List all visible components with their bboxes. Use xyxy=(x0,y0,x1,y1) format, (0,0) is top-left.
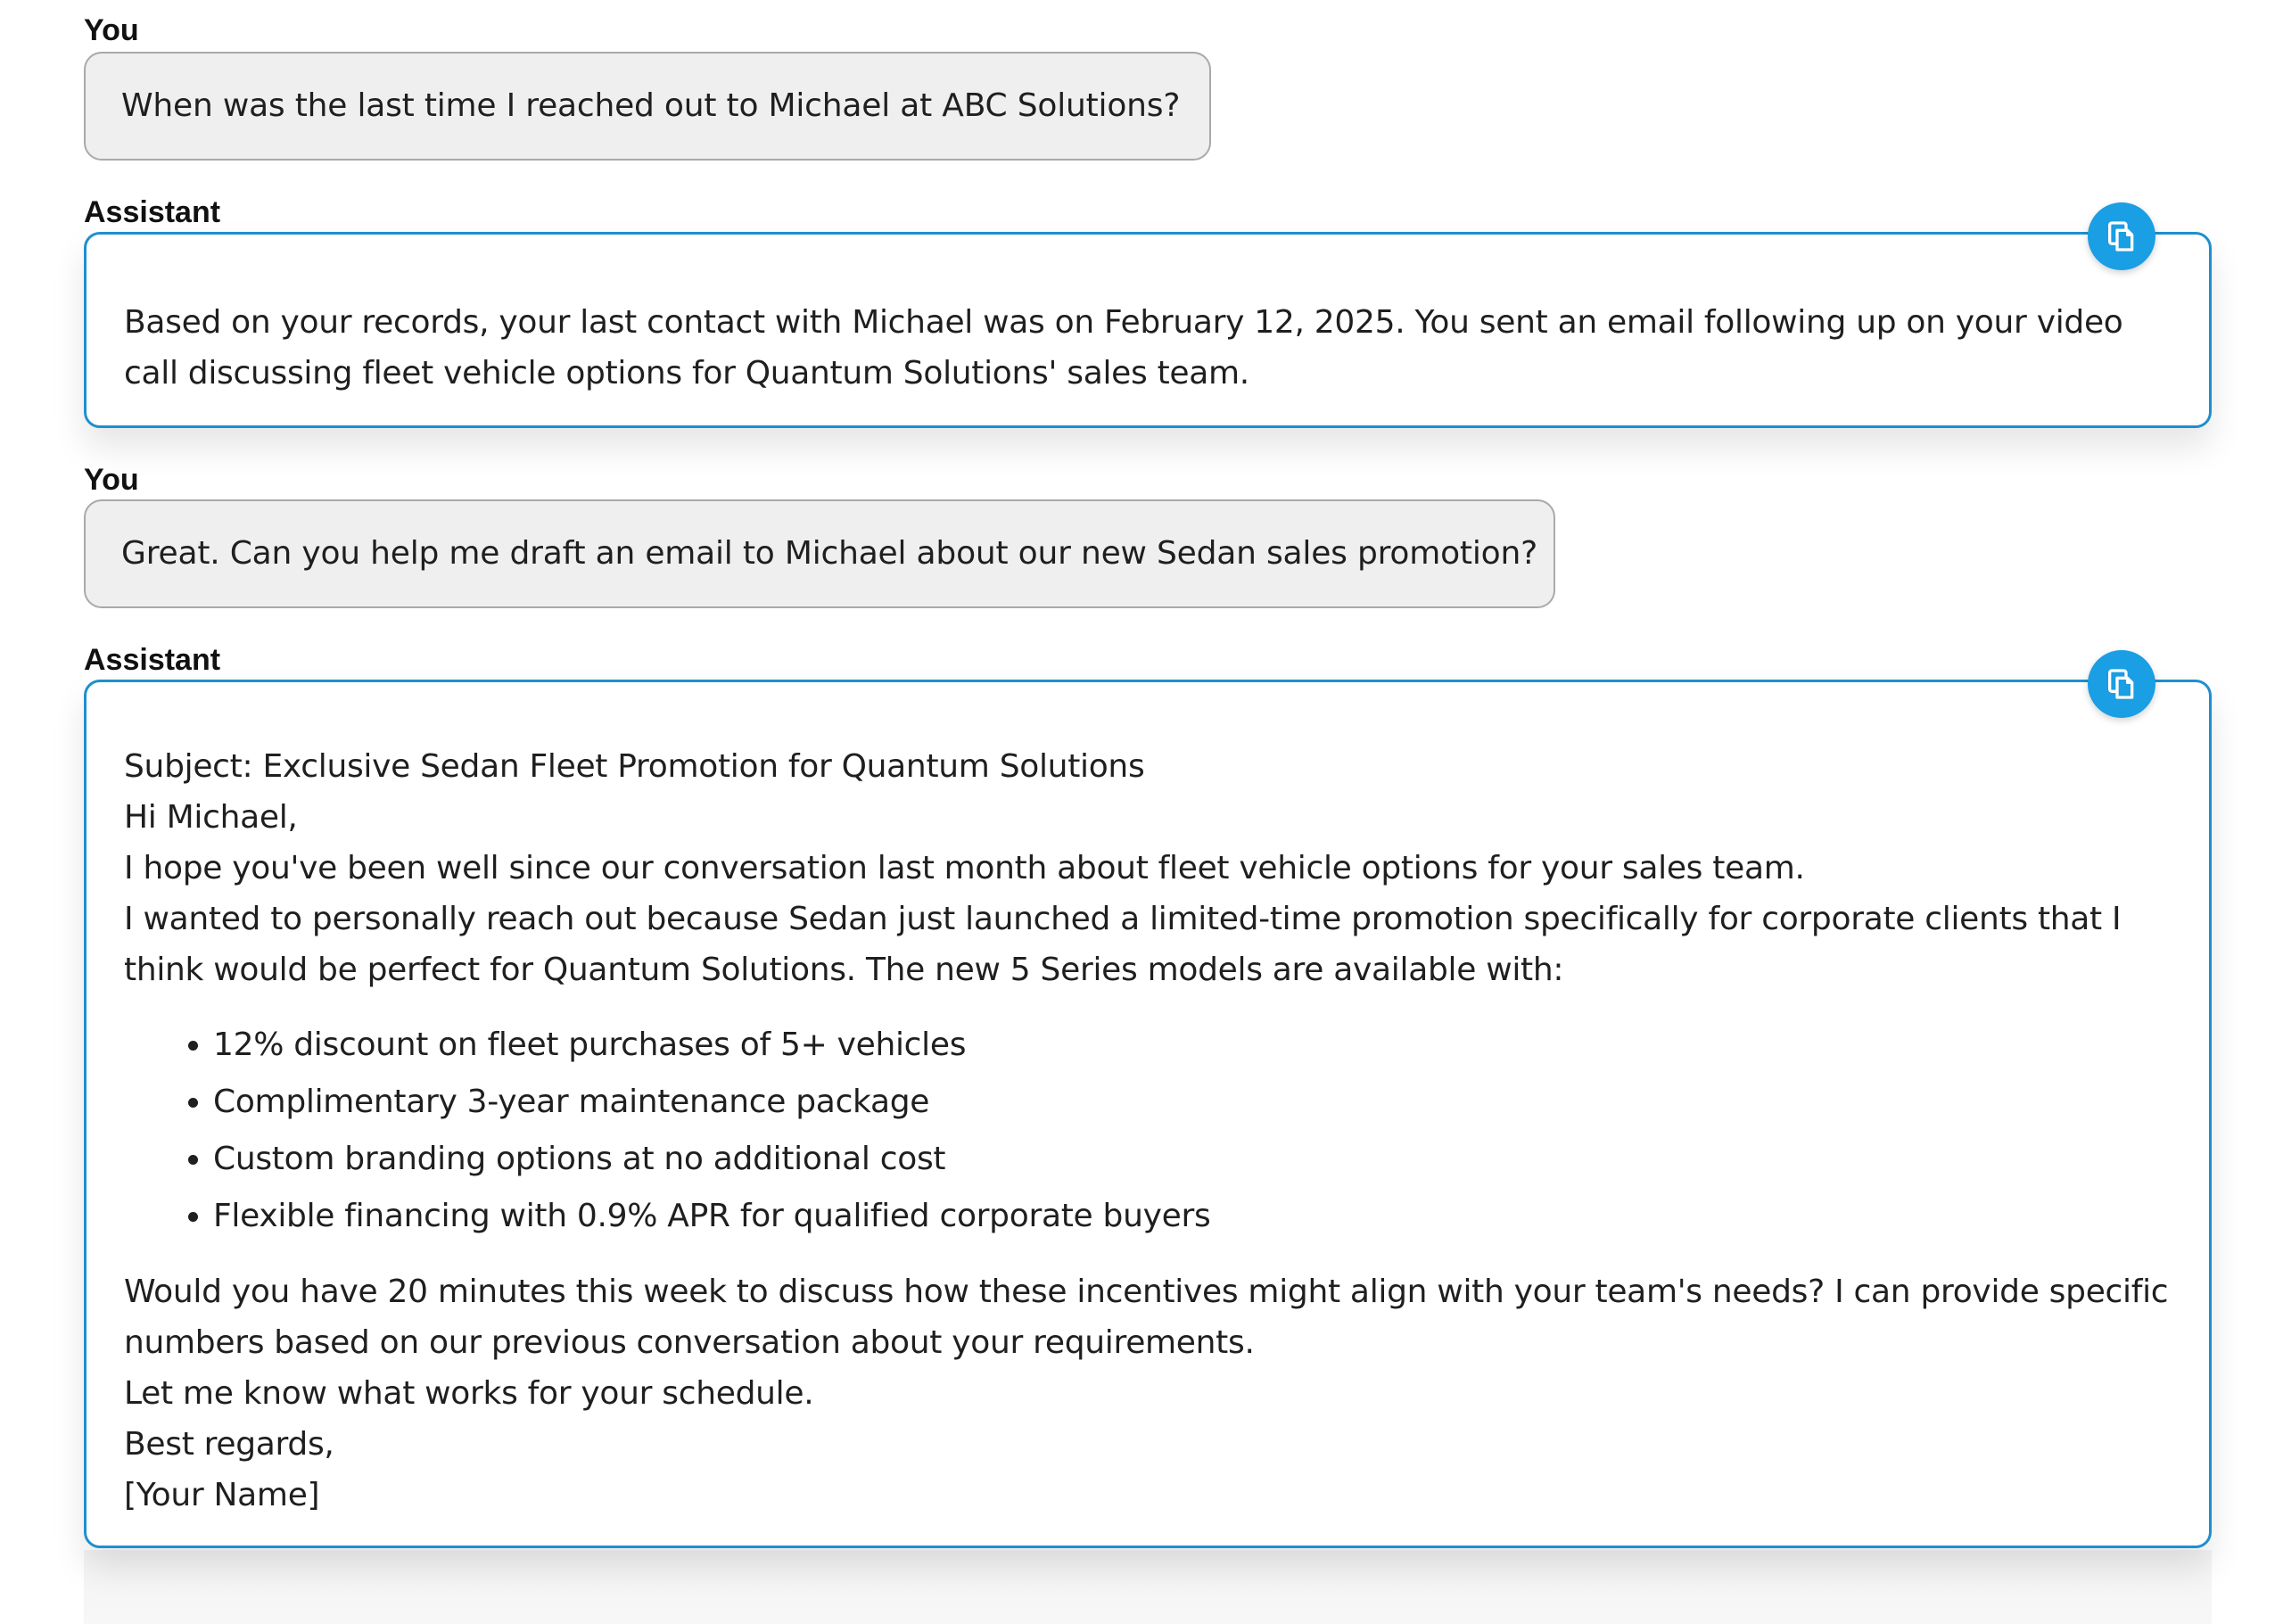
role-label: Assistant xyxy=(84,643,221,677)
user-message-bubble: Great. Can you help me draft an email to Michael about our new Sedan sales promotion? xyxy=(84,499,1555,608)
email-signature: [Your Name] xyxy=(124,1477,320,1513)
email-greeting: Hi Michael, xyxy=(124,799,298,836)
list-item: • Custom branding options at no additional cost xyxy=(213,1131,2173,1188)
copy-button[interactable] xyxy=(2088,202,2155,270)
footer-shade xyxy=(84,1550,2212,1624)
list-item: • Complimentary 3-year maintenance package xyxy=(213,1074,2173,1131)
assistant-message-card xyxy=(84,680,2212,1548)
email-paragraph: Let me know what works for your schedule. xyxy=(124,1375,814,1412)
email-paragraph: I hope you've been well since our conversation last month about fleet vehicle options for your sales team. xyxy=(124,850,1805,886)
copy-icon xyxy=(2104,218,2139,254)
promotion-list xyxy=(124,1017,2173,1245)
role-label: Assistant xyxy=(84,195,221,229)
user-message xyxy=(84,12,139,48)
email-subject: Subject: Exclusive Sedan Fleet Promotion for Quantum Solutions xyxy=(124,748,1145,785)
list-item: • 12% discount on fleet purchases of 5+ vehicles xyxy=(213,1017,2173,1074)
assistant-paragraph: Based on your records, your last contact with Michael was on February 12, 2025. You sent an email following up on your video call discussing fleet vehicle options for Quantum Solutions' sales team. xyxy=(124,304,2123,392)
email-paragraph: Would you have 20 minutes this week to discuss how these incentives might align with your team's needs? I can provide specific numbers based on our previous conversation about your requirements. xyxy=(124,1274,2169,1361)
user-message-bubble: When was the last time I reached out to Michael at ABC Solutions? xyxy=(84,52,1211,161)
email-signoff: Best regards, xyxy=(124,1426,334,1463)
role-label: You xyxy=(84,463,139,497)
list-item: • Flexible financing with 0.9% APR for qualified corporate buyers xyxy=(213,1188,2173,1245)
copy-button[interactable] xyxy=(2088,650,2155,718)
role-label: You xyxy=(84,13,139,47)
copy-icon xyxy=(2104,666,2139,702)
email-paragraph: I wanted to personally reach out because Sedan just launched a limited-time promotion specifically for corporate clients that I think would be perfect for Quantum Solutions. The new 5 Series models are available with: xyxy=(124,901,2122,988)
assistant-message-card xyxy=(84,232,2212,428)
